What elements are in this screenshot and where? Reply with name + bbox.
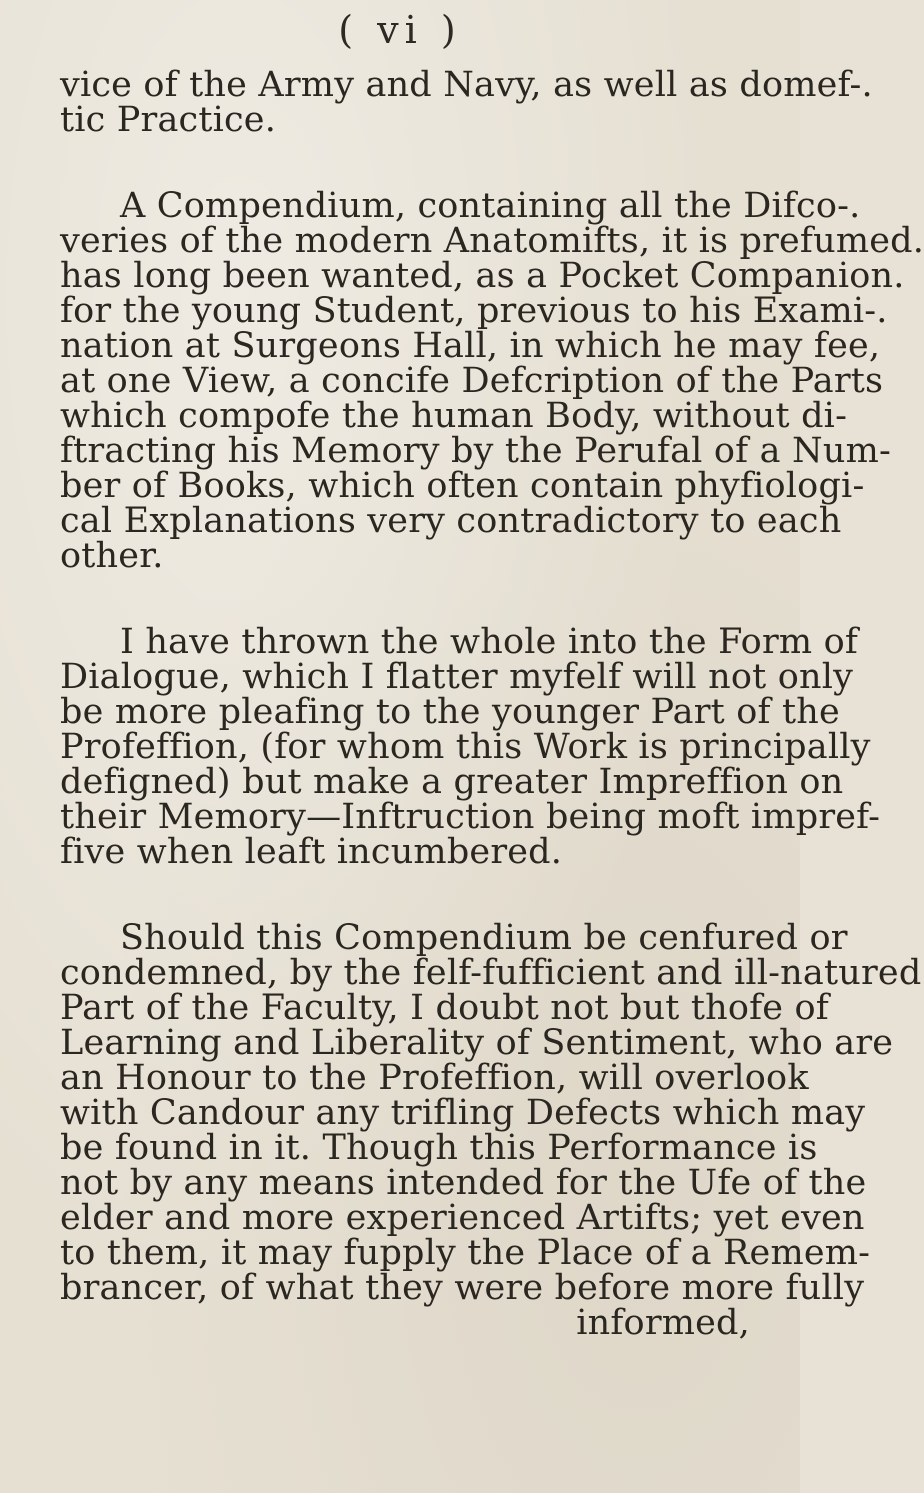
- text-line: cal Explanations very contradictory to each: [60, 501, 842, 541]
- text-line: at one View, a concife Defcription of the Parts: [60, 361, 884, 401]
- text-line: Dialogue, which I flatter myfelf will not only: [60, 657, 854, 697]
- text-line: nation at Surgeons Hall, in which he may fee,: [60, 326, 881, 366]
- text-line: be found in it. Though this Performance is: [60, 1128, 818, 1168]
- text-line: defigned) but make a greater Impreffion on: [60, 762, 844, 802]
- text-line: Learning and Liberality of Sentiment, who are: [60, 1023, 894, 1063]
- catchword: informed,: [576, 1303, 750, 1343]
- text-line: A Compendium, containing all the Difco-.: [120, 186, 861, 226]
- paragraph: [60, 65, 873, 140]
- text-line: with Candour any trifling Defects which may: [60, 1093, 866, 1133]
- text-line: five when leaft incumbered.: [60, 832, 563, 872]
- paragraph: [60, 918, 922, 1308]
- text-line: to them, it may fupply the Place of a Remem-: [60, 1233, 871, 1273]
- body-text: [60, 65, 924, 1343]
- paragraph: [60, 186, 924, 576]
- text-line: Should this Compendium be cenfured or: [120, 918, 848, 958]
- text-line: ber of Books, which often contain phyfiologi-: [60, 466, 865, 506]
- page-number: ( vi ): [338, 8, 462, 52]
- text-line: an Honour to the Profeffion, will overlook: [60, 1058, 809, 1098]
- text-line: which compofe the human Body, without di-: [60, 396, 848, 436]
- text-line: veries of the modern Anatomifts, it is prefumed.: [60, 221, 924, 261]
- text-line: Part of the Faculty, I doubt not but thofe of: [60, 988, 829, 1028]
- paragraph: [60, 622, 881, 872]
- text-line: tic Practice.: [60, 100, 277, 140]
- text-line: be more pleafing to the younger Part of the: [60, 692, 840, 732]
- text-line: condemned, by the felf-fufficient and ill-natured: [60, 953, 922, 993]
- text-line: ftracting his Memory by the Perufal of a Num-: [60, 431, 891, 471]
- text-line: not by any means intended for the Ufe of the: [60, 1163, 867, 1203]
- text-line: elder and more experienced Artifts; yet even: [60, 1198, 865, 1238]
- text-line: other.: [60, 536, 164, 576]
- text-line: for the young Student, previous to his Exami-.: [60, 291, 888, 331]
- text-line: vice of the Army and Navy, as well as domef-.: [60, 65, 873, 105]
- text-line: Profeffion, (for whom this Work is principally: [60, 727, 871, 767]
- text-line: has long been wanted, as a Pocket Companion.: [60, 256, 905, 296]
- text-line: their Memory—Inftruction being moft impref-: [60, 797, 881, 837]
- text-line: brancer, of what they were before more fully: [60, 1268, 865, 1308]
- text-line: I have thrown the whole into the Form of: [120, 622, 859, 662]
